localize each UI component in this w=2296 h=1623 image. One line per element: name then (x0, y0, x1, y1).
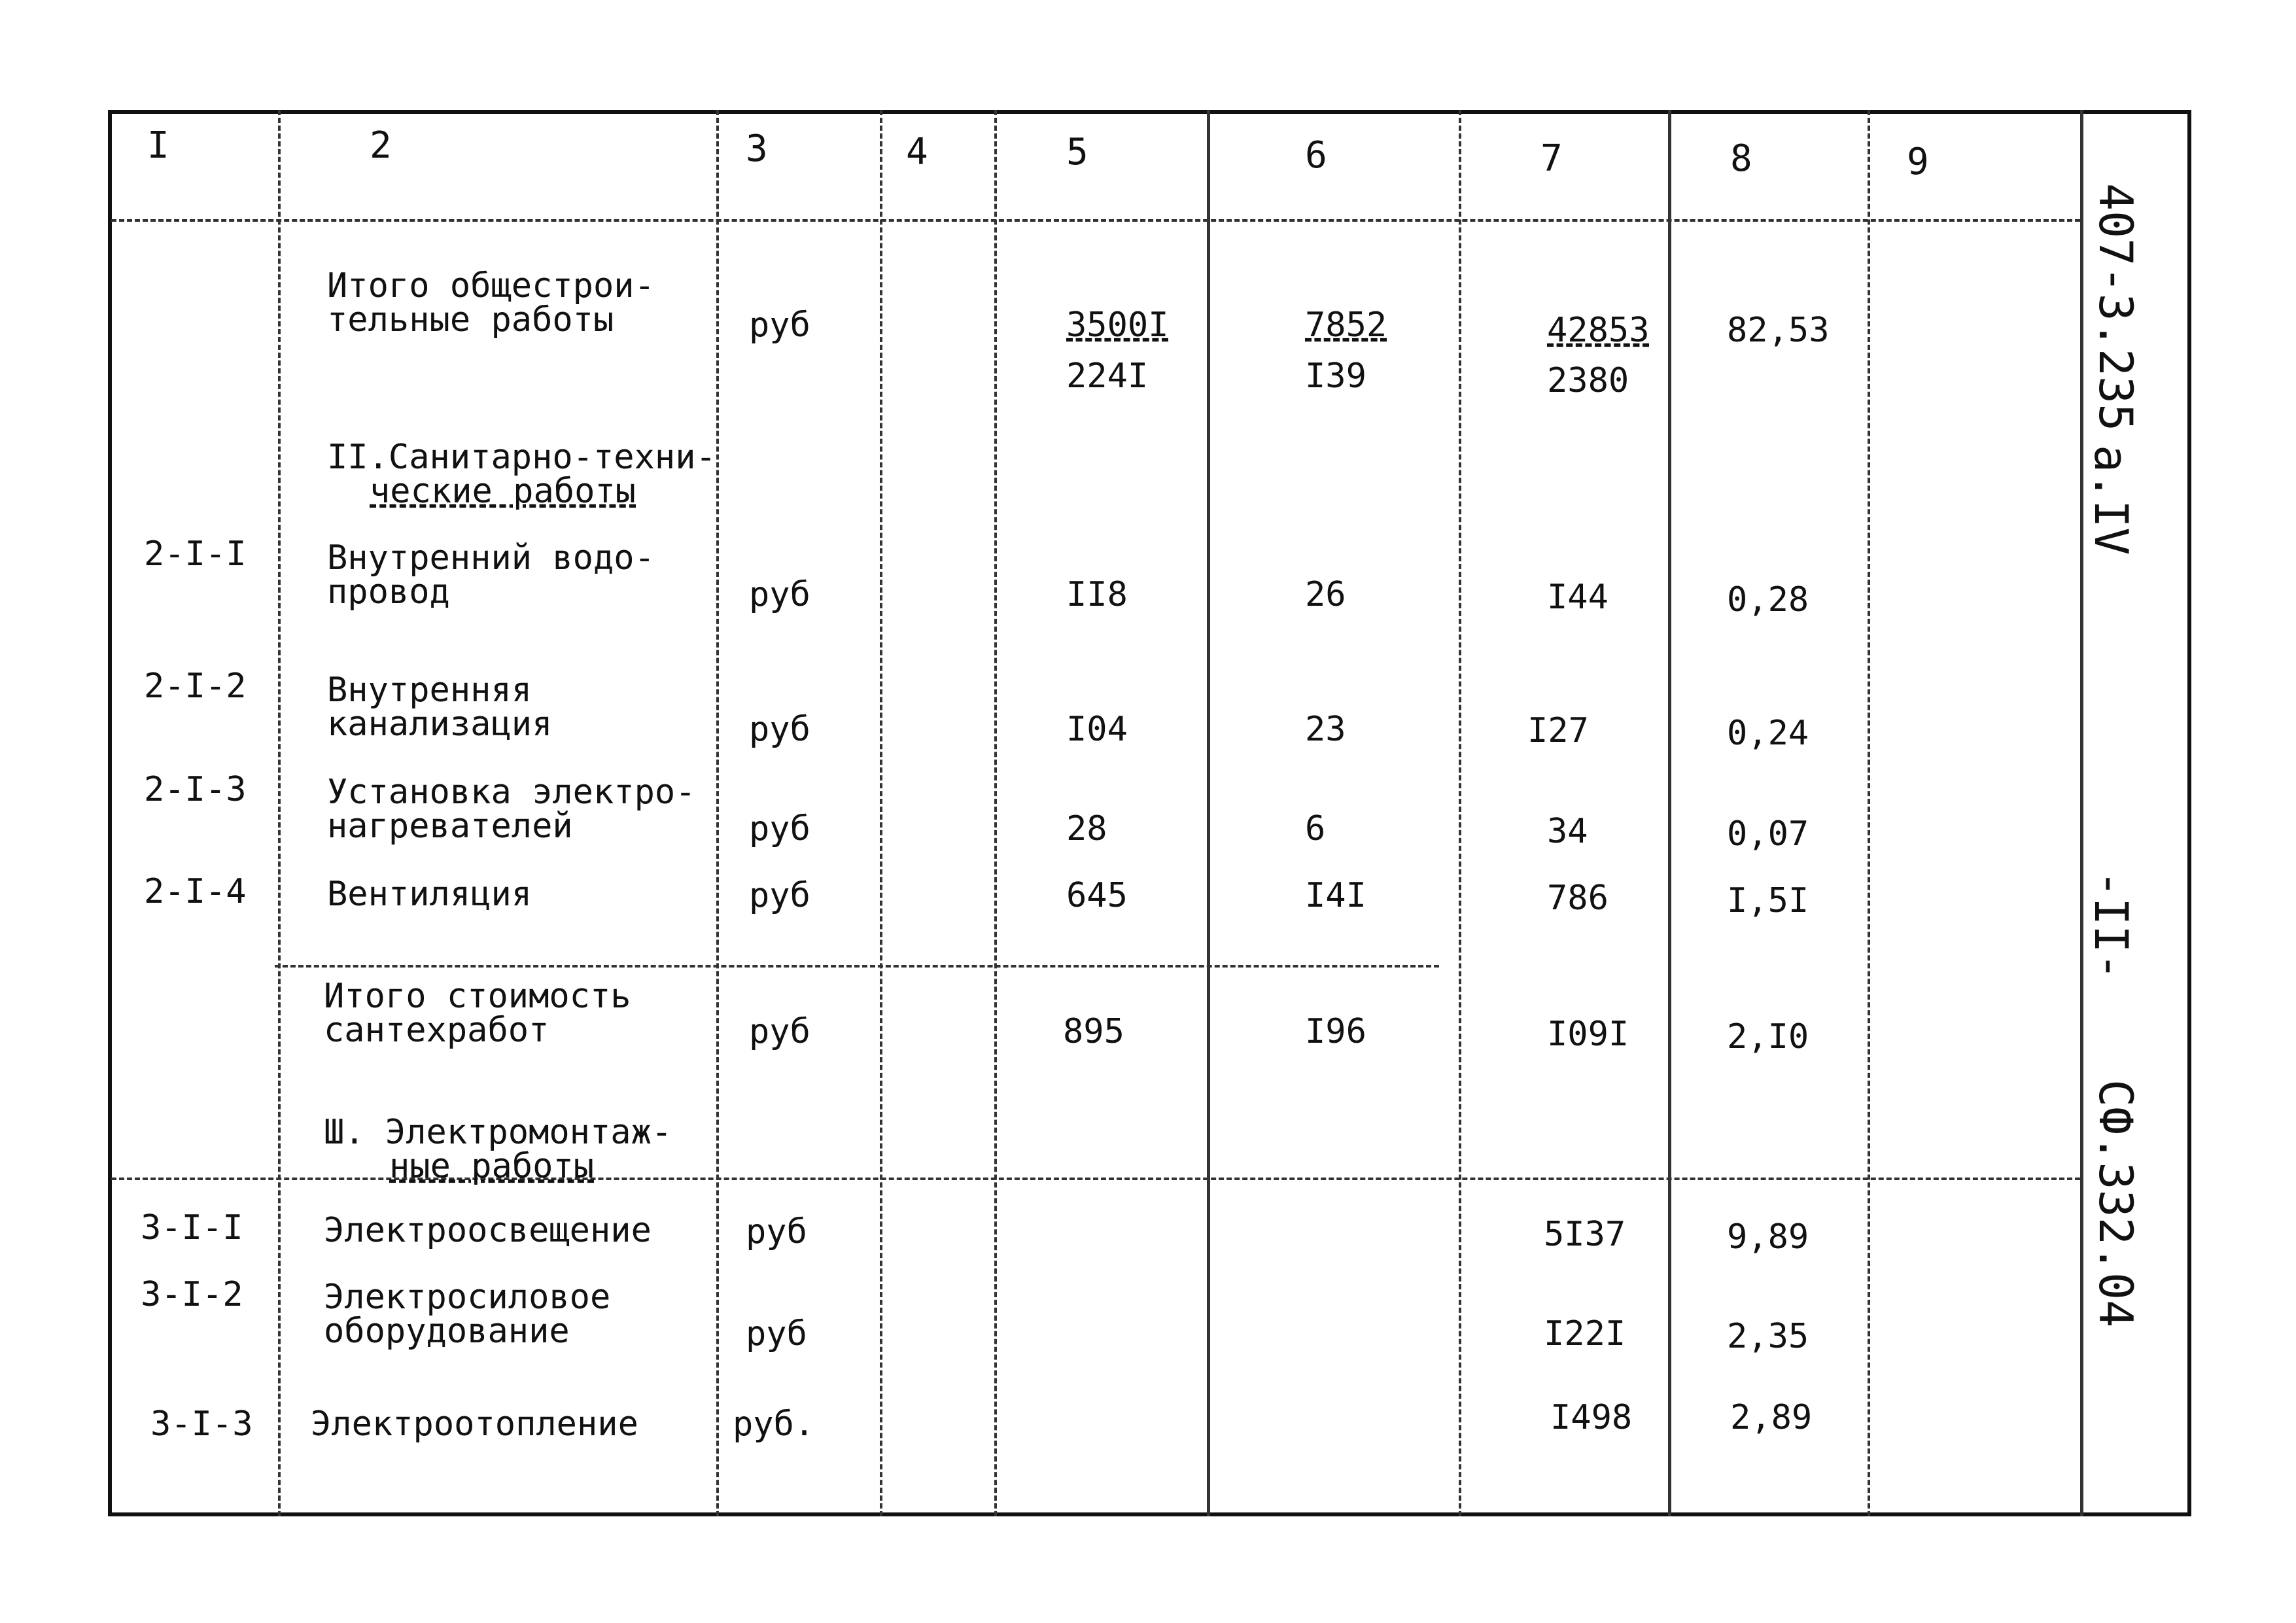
total-general-c8: 82,53 (1727, 311, 1830, 350)
row-code: 2-I-4 (144, 872, 247, 911)
row-c7: 786 (1547, 879, 1609, 918)
hdr-1: I (147, 124, 169, 167)
row-c6: 6 (1305, 809, 1326, 848)
row-label-2: провод (327, 572, 450, 612)
row-label-2: оборудование (324, 1312, 570, 1351)
col-sep-7 (1668, 110, 1671, 1516)
row-label-2: нагревателей (327, 807, 573, 846)
row-label-1: Электроотопление (311, 1405, 638, 1444)
total-general-c6-top: 7852 (1305, 305, 1387, 345)
row-unit: руб (746, 1212, 807, 1251)
col-sep-1 (278, 110, 281, 1516)
total-sep (275, 965, 1439, 968)
row-c7: I44 (1547, 578, 1609, 617)
row-c6: I4I (1305, 876, 1366, 915)
hdr-3: 3 (746, 128, 768, 170)
row-c5: 28 (1066, 809, 1107, 848)
row-c8: 2,35 (1727, 1317, 1809, 1356)
row-c7: 34 (1547, 812, 1588, 851)
col-sep-4 (994, 110, 997, 1516)
hdr-9: 9 (1907, 141, 1929, 183)
row-c6: 23 (1305, 710, 1346, 749)
row-unit: руб. (733, 1405, 815, 1444)
header-sep (111, 219, 2080, 222)
section3-title-2: ные работы (389, 1147, 595, 1186)
side-doc-number: 407-3.235 (2089, 183, 2142, 432)
hdr-6: 6 (1305, 134, 1327, 177)
total-general-c7-top: 42853 (1547, 311, 1650, 350)
row-c7: I27 (1527, 711, 1589, 750)
hdr-4: 4 (906, 131, 928, 173)
row-c6: 26 (1305, 575, 1346, 614)
row-unit: руб (749, 575, 810, 614)
row-code: 3-I-I (141, 1208, 243, 1248)
total-general-c5-bot: 224I (1066, 357, 1149, 396)
total-general-label-1: Итого общестрои- (327, 266, 655, 305)
total-san-c5: 895 (1063, 1012, 1124, 1051)
hdr-2: 2 (370, 124, 392, 167)
row-code: 2-I-I (144, 534, 247, 574)
hdr-8: 8 (1730, 137, 1752, 180)
row-label-1: Электроосвещение (324, 1211, 652, 1250)
total-san-label-2: сантехработ (324, 1011, 549, 1050)
total-san-label-1: Итого стоимость (324, 977, 631, 1016)
row-c5: II8 (1066, 575, 1128, 614)
col-sep-5 (1207, 110, 1210, 1516)
row-unit: руб (749, 809, 810, 848)
row-c8: 0,24 (1727, 714, 1809, 753)
row-c5: I04 (1066, 710, 1128, 749)
row-label-1: Вентиляция (327, 875, 532, 914)
hdr-5: 5 (1066, 131, 1088, 173)
row-unit: руб (746, 1314, 807, 1353)
row-c8: 0,28 (1727, 580, 1809, 620)
row-c8: I,5I (1727, 881, 1809, 920)
total-san-c7: I09I (1547, 1015, 1629, 1054)
section2-title-2: ческие работы (370, 472, 636, 511)
row-code: 2-I-2 (144, 667, 247, 706)
row-c5: 645 (1066, 876, 1128, 915)
total-general-label-2: тельные работы (327, 300, 614, 340)
row-c7: I22I (1544, 1314, 1626, 1353)
col-sep-9 (2080, 110, 2083, 1516)
col-sep-3 (880, 110, 882, 1516)
section3-title-1: Ш. Электромонтаж- (324, 1113, 672, 1152)
side-code: СФ.332.04 (2089, 1079, 2142, 1328)
total-san-c6: I96 (1305, 1012, 1366, 1051)
row-c8: 2,89 (1730, 1398, 1813, 1437)
row-unit: руб (749, 876, 810, 915)
row-c7: 5I37 (1544, 1215, 1626, 1254)
row-unit: руб (749, 710, 810, 749)
row-code: 2-I-3 (144, 770, 247, 809)
row-c8: 0,07 (1727, 814, 1809, 854)
hdr-7: 7 (1540, 137, 1563, 180)
total-general-c5-top: 3500I (1066, 305, 1169, 345)
row-label-2: канализация (327, 705, 553, 744)
row-label-1: Электросиловое (324, 1278, 611, 1317)
row-c8: 9,89 (1727, 1217, 1809, 1257)
row-label-1: Внутренний водо- (327, 538, 655, 578)
side-page: -II- (2084, 870, 2138, 981)
total-general-c7-bot: 2380 (1547, 361, 1629, 400)
col-sep-6 (1459, 110, 1461, 1516)
side-album: а.IV (2084, 445, 2138, 555)
row-code: 3-I-2 (141, 1275, 243, 1314)
row-label-1: Внутренняя (327, 671, 532, 710)
row-c7: I498 (1550, 1398, 1633, 1437)
row-label-1: Установка электро- (327, 773, 696, 812)
total-general-c6-bot: I39 (1305, 357, 1366, 396)
col-sep-8 (1868, 110, 1870, 1516)
row-code: 3-I-3 (150, 1405, 253, 1444)
col-sep-2 (716, 110, 719, 1516)
total-general-unit: руб (749, 305, 810, 345)
total-san-c8: 2,I0 (1727, 1017, 1809, 1056)
section2-title-1: II.Санитарно-техни- (327, 438, 716, 477)
total-san-unit: руб (749, 1012, 810, 1051)
